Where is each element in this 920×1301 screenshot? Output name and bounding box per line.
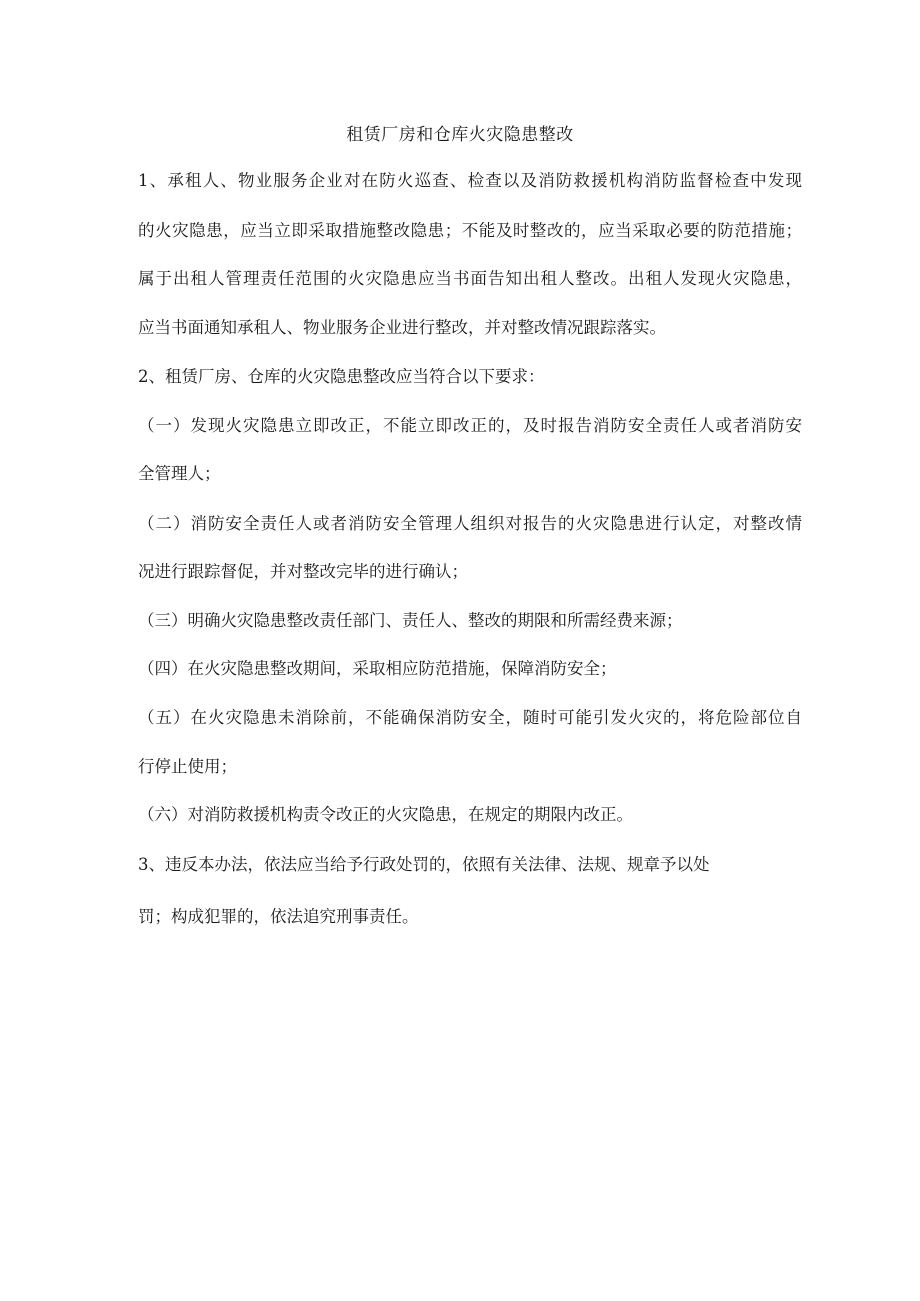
document-title: 租赁厂房和仓库火灾隐患整改 [346,125,574,145]
paragraph-line: （四）在火灾隐患整改期间，采取相应防范措施，保障消防安全； [138,659,617,678]
paragraph-line: 全管理人； [138,464,221,483]
paragraph-line: 属于出租人管理责任范围的火灾隐患应当书面告知出租人整改。出租人发现火灾隐患， [138,269,802,288]
paragraph-line: 罚；构成犯罪的，依法追究刑事责任。 [138,907,419,926]
paragraph-line: （三）明确火灾隐患整改责任部门、责任人、整改的期限和所需经费来源； [138,611,683,630]
paragraph-line: 应当书面通知承租人、物业服务企业进行整改，并对整改情况跟踪落实。 [138,318,666,337]
paragraph-line: 3、违反本办法，依法应当给予行政处罚的，依照有关法律、法规、规章予以处 [138,855,710,874]
paragraph-line: 2、租赁厂房、仓库的火灾隐患整改应当符合以下要求： [138,367,545,386]
paragraph-line: 1、承租人、物业服务企业对在防火巡查、检查以及消防救援机构消防监督检查中发现 [138,171,802,190]
paragraph-line: （二）消防安全责任人或者消防安全管理人组织对报告的火灾隐患进行认定，对整改情 [138,514,802,533]
paragraph-line: 况进行跟踪督促，并对整改完毕的进行确认； [138,562,468,581]
paragraph-line: 行停止使用； [138,757,237,776]
paragraph-line: （五）在火灾隐患未消除前，不能确保消防安全，随时可能引发火灾的，将危险部位自 [138,708,802,727]
paragraph-line: （一）发现火灾隐患立即改正，不能立即改正的，及时报告消防安全责任人或者消防安 [138,416,802,435]
paragraph-line: （六）对消防救援机构责令改正的火灾隐患，在规定的期限内改正。 [138,805,633,824]
paragraph-line: 的火灾隐患，应当立即采取措施整改隐患；不能及时整改的，应当采取必要的防范措施； [138,221,802,240]
